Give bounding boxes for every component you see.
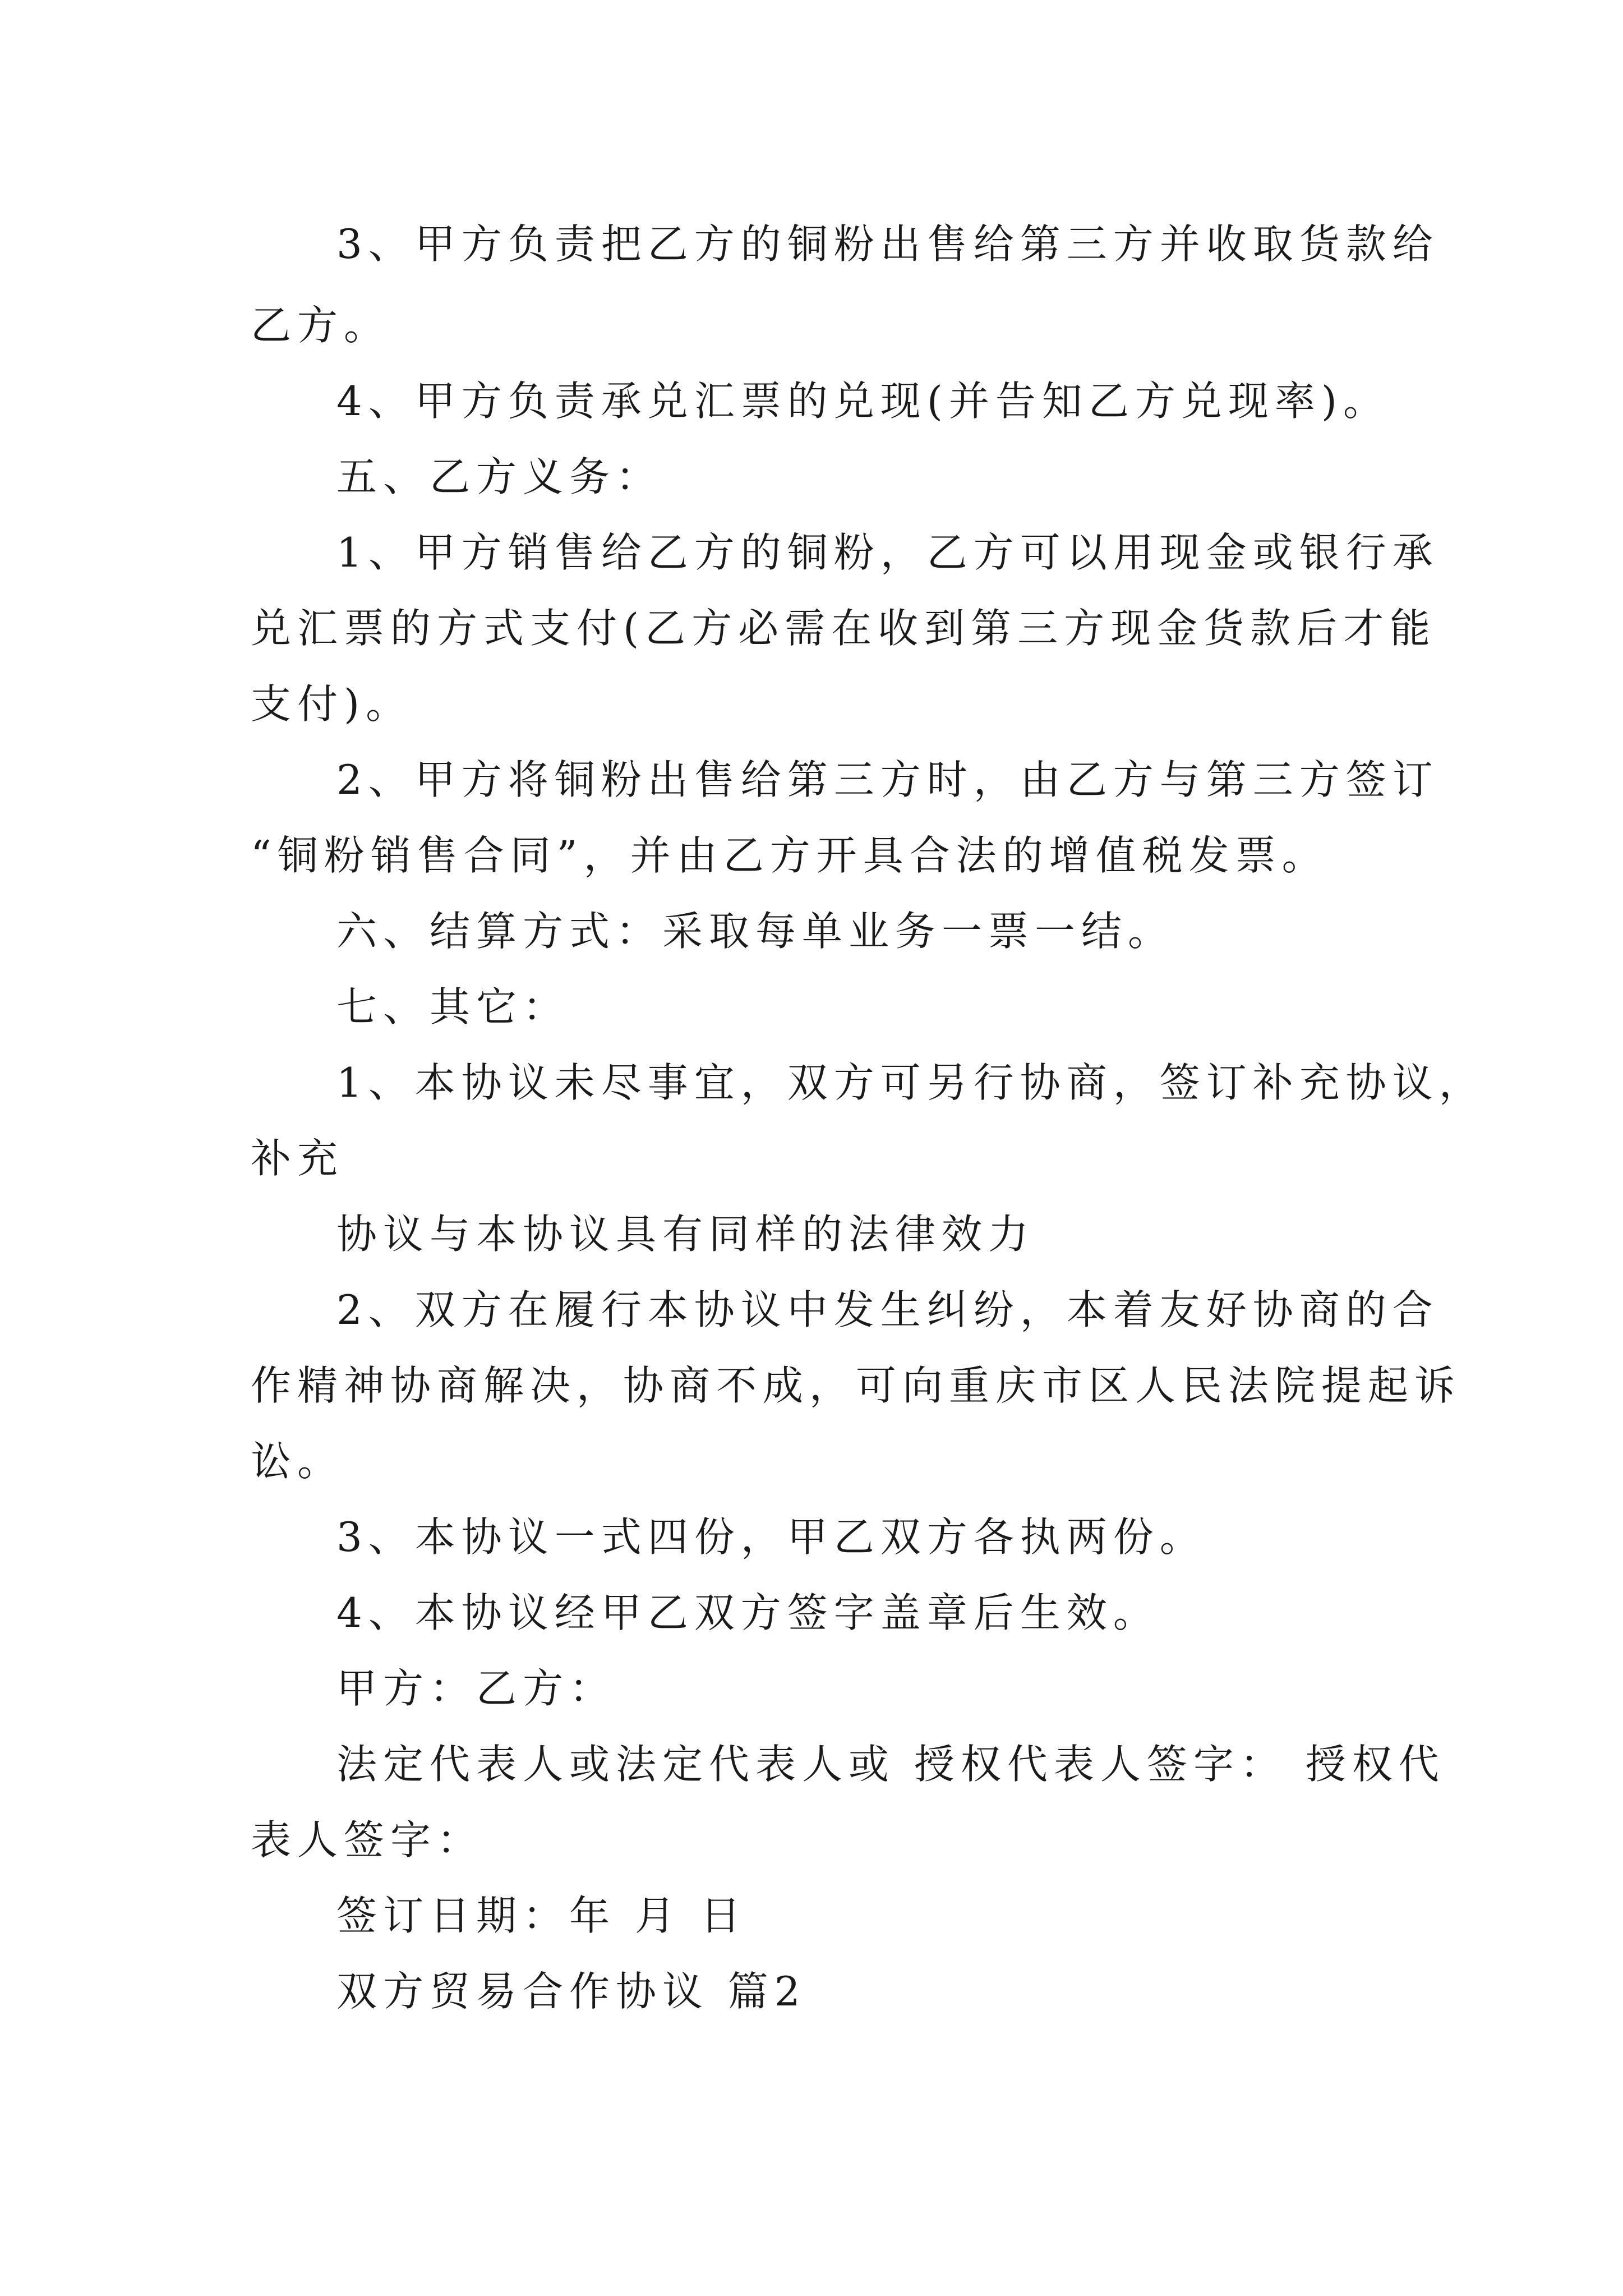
paragraph-line: 1、甲方销售给乙方的铜粉，乙方可以用现金或银行承 bbox=[336, 529, 1439, 576]
paragraph-line: 乙方。 bbox=[251, 302, 391, 349]
section-heading: 五、乙方义务： bbox=[336, 453, 663, 500]
paragraph-line: 讼。 bbox=[251, 1438, 344, 1485]
signing-date: 签订日期：年 月 日 bbox=[336, 1892, 747, 1939]
paragraph-line: 1、本协议未尽事宜，双方可另行协商，签订补充协议， bbox=[336, 1059, 1486, 1106]
section-heading: 六、结算方式：采取每单业务一票一结。 bbox=[336, 908, 1175, 955]
paragraph-line: 协议与本协议具有同样的法律效力 bbox=[336, 1211, 1035, 1258]
paragraph-line: 4、甲方负责承兑汇票的兑现(并告知乙方兑现率)。 bbox=[336, 378, 1390, 425]
paragraph-line: 兑汇票的方式支付(乙方必需在收到第三方现金货款后才能 bbox=[251, 605, 1437, 652]
next-section-title: 双方贸易合作协议 篇2 bbox=[336, 1968, 806, 2015]
signature-parties: 甲方：乙方： bbox=[336, 1665, 616, 1712]
paragraph-line: 支付)。 bbox=[251, 680, 413, 728]
paragraph-line: 作精神协商解决，协商不成，可向重庆市区人民法院提起诉 bbox=[251, 1362, 1461, 1409]
paragraph-line: 2、双方在履行本协议中发生纠纷，本着友好协商的合 bbox=[336, 1286, 1439, 1333]
signature-representatives-cont: 表人签字： bbox=[251, 1816, 484, 1864]
paragraph-line: 3、甲方负责把乙方的铜粉出售给第三方并收取货款给 bbox=[336, 220, 1439, 268]
signature-representatives: 法定代表人或法定代表人或 授权代表人签字： 授权代 bbox=[336, 1741, 1445, 1788]
paragraph-line: 4、本协议经甲乙双方签字盖章后生效。 bbox=[336, 1589, 1160, 1636]
paragraph-line: 2、甲方将铜粉出售给第三方时，由乙方与第三方签订 bbox=[336, 756, 1439, 803]
paragraph-line: “铜粉销售合同”，并由乙方开具合法的增值税发票。 bbox=[251, 832, 1329, 879]
paragraph-line: 3、本协议一式四份，甲乙双方各执两份。 bbox=[336, 1513, 1206, 1561]
section-heading: 七、其它： bbox=[336, 983, 570, 1030]
paragraph-line: 补充 bbox=[251, 1135, 344, 1182]
